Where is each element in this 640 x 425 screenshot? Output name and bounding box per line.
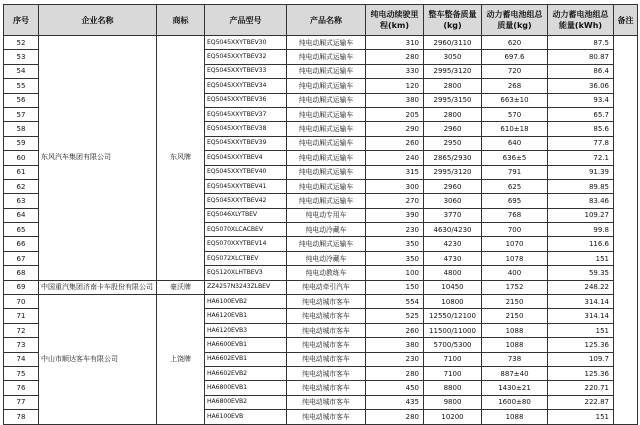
curb-mass: 2960 (424, 179, 482, 193)
battery-energy: 151 (548, 251, 614, 265)
row-number: 73 (4, 338, 39, 352)
battery-mass: 1430±21 (482, 381, 548, 395)
row-number: 75 (4, 366, 39, 380)
curb-mass: 4630/4230 (424, 223, 482, 237)
product-model: EQ5072XLCTBEV (205, 251, 287, 265)
battery-energy: 83.46 (548, 194, 614, 208)
row-number: 64 (4, 208, 39, 222)
product-model: EQ5045XXYTBEV32 (205, 50, 287, 64)
product-model: EQ5070XXYTBEV14 (205, 237, 287, 251)
curb-mass: 10200 (424, 410, 482, 424)
driving-range: 330 (366, 64, 424, 78)
battery-energy: 91.39 (548, 165, 614, 179)
battery-mass: 697.6 (482, 50, 548, 64)
brand-name: 东风牌 (157, 36, 205, 281)
driving-range: 270 (366, 194, 424, 208)
driving-range: 450 (366, 381, 424, 395)
battery-mass: 720 (482, 64, 548, 78)
product-model: HA6100EVB2 (205, 295, 287, 309)
product-model: EQ5045XXYTBEV33 (205, 64, 287, 78)
battery-mass: 570 (482, 107, 548, 121)
battery-mass: 636±5 (482, 151, 548, 165)
battery-mass: 610±18 (482, 122, 548, 136)
product-model: EQ5045XXYTBEV41 (205, 179, 287, 193)
curb-mass: 2960/3110 (424, 36, 482, 50)
battery-mass: 791 (482, 165, 548, 179)
driving-range: 240 (366, 151, 424, 165)
curb-mass: 4230 (424, 237, 482, 251)
curb-mass: 2995/3120 (424, 165, 482, 179)
battery-energy: 222.87 (548, 395, 614, 409)
driving-range: 525 (366, 309, 424, 323)
row-number: 61 (4, 165, 39, 179)
battery-energy: 314.14 (548, 309, 614, 323)
driving-range: 150 (366, 280, 424, 294)
battery-energy: 85.6 (548, 122, 614, 136)
row-number: 59 (4, 136, 39, 150)
battery-mass: 738 (482, 352, 548, 366)
product-name: 纯电动厢式运输车 (287, 136, 366, 150)
battery-mass: 695 (482, 194, 548, 208)
battery-energy: 77.8 (548, 136, 614, 150)
table-body (4, 36, 638, 425)
table-row (4, 280, 638, 294)
product-model: EQ5120XLHTBEV3 (205, 266, 287, 280)
curb-mass: 2960 (424, 122, 482, 136)
battery-mass: 1078 (482, 251, 548, 265)
battery-mass: 1070 (482, 237, 548, 251)
product-model: HA6120EVB1 (205, 309, 287, 323)
product-name: 纯电动城市客车 (287, 295, 366, 309)
brand-name: 上饶牌 (157, 295, 205, 425)
battery-mass: 625 (482, 179, 548, 193)
product-name: 纯电动厢式运输车 (287, 151, 366, 165)
battery-mass: 1752 (482, 280, 548, 294)
battery-energy: 89.85 (548, 179, 614, 193)
product-name: 纯电动牵引汽车 (287, 280, 366, 294)
battery-mass: 1088 (482, 323, 548, 337)
curb-mass: 12550/12100 (424, 309, 482, 323)
product-model: HA6120EVB3 (205, 323, 287, 337)
battery-energy: 93.4 (548, 93, 614, 107)
col-header-battery-mass: 动力蓄电池组总质量(kg) (482, 5, 548, 36)
col-header-remarks: 备注 (614, 5, 638, 36)
curb-mass: 4730 (424, 251, 482, 265)
curb-mass: 11500/11000 (424, 323, 482, 337)
row-number: 65 (4, 223, 39, 237)
battery-mass: 1088 (482, 338, 548, 352)
product-name: 纯电动厢式运输车 (287, 36, 366, 50)
curb-mass: 2800 (424, 107, 482, 121)
driving-range: 280 (366, 366, 424, 380)
curb-mass: 4800 (424, 266, 482, 280)
product-name: 纯电动厢式运输车 (287, 107, 366, 121)
row-number: 66 (4, 237, 39, 251)
col-header-product: 产品名称 (287, 5, 366, 36)
row-number: 71 (4, 309, 39, 323)
driving-range: 435 (366, 395, 424, 409)
driving-range: 350 (366, 237, 424, 251)
curb-mass: 7100 (424, 366, 482, 380)
col-header-battery-energy: 动力蓄电池组总能量(kWh) (548, 5, 614, 36)
product-name: 纯电动城市客车 (287, 309, 366, 323)
product-name: 纯电动城市客车 (287, 323, 366, 337)
row-number: 52 (4, 36, 39, 50)
battery-energy: 80.87 (548, 50, 614, 64)
curb-mass: 7100 (424, 352, 482, 366)
product-model: EQ5045XXYTBEV38 (205, 122, 287, 136)
curb-mass: 2950 (424, 136, 482, 150)
table-row (4, 36, 638, 50)
product-model: EQ5046XLYTBEV (205, 208, 287, 222)
battery-mass: 768 (482, 208, 548, 222)
battery-mass: 663±10 (482, 93, 548, 107)
product-name: 纯电动城市客车 (287, 366, 366, 380)
driving-range: 260 (366, 136, 424, 150)
row-number: 78 (4, 410, 39, 424)
product-name: 纯电动城市客车 (287, 410, 366, 424)
col-header-no: 序号 (4, 5, 39, 36)
company-name: 东风汽车集团有限公司 (39, 36, 157, 281)
battery-mass: 887±40 (482, 366, 548, 380)
row-number: 54 (4, 64, 39, 78)
battery-energy: 125.36 (548, 366, 614, 380)
brand-name: 豪沃牌 (157, 280, 205, 294)
product-model: HA6800EVB2 (205, 395, 287, 409)
battery-energy: 220.71 (548, 381, 614, 395)
product-model: HA6600EVB1 (205, 338, 287, 352)
driving-range: 390 (366, 208, 424, 222)
curb-mass: 10450 (424, 280, 482, 294)
curb-mass: 3770 (424, 208, 482, 222)
product-name: 纯电动城市客车 (287, 338, 366, 352)
row-number: 63 (4, 194, 39, 208)
col-header-brand: 商标 (157, 5, 205, 36)
product-model: EQ5070XLCACBEV (205, 223, 287, 237)
product-name: 纯电动冷藏车 (287, 223, 366, 237)
row-number: 62 (4, 179, 39, 193)
col-header-range: 纯电动续驶里程(km) (366, 5, 424, 36)
battery-energy: 99.8 (548, 223, 614, 237)
driving-range: 350 (366, 251, 424, 265)
curb-mass: 3050 (424, 50, 482, 64)
row-number: 77 (4, 395, 39, 409)
driving-range: 230 (366, 352, 424, 366)
battery-energy: 109.27 (548, 208, 614, 222)
row-number: 70 (4, 295, 39, 309)
col-header-company: 企业名称 (39, 5, 157, 36)
battery-mass: 2150 (482, 309, 548, 323)
curb-mass: 8800 (424, 381, 482, 395)
row-number: 56 (4, 93, 39, 107)
battery-energy: 151 (548, 323, 614, 337)
company-name: 中国重汽集团济南卡车股份有限公司 (39, 280, 157, 294)
row-number: 67 (4, 251, 39, 265)
product-name: 纯电动厢式运输车 (287, 165, 366, 179)
table-row (4, 295, 638, 309)
product-model: EQ5045XXYTBEV30 (205, 36, 287, 50)
driving-range: 205 (366, 107, 424, 121)
battery-mass: 2150 (482, 295, 548, 309)
driving-range: 280 (366, 50, 424, 64)
driving-range: 230 (366, 223, 424, 237)
product-model: HA6602EVB1 (205, 352, 287, 366)
row-number: 68 (4, 266, 39, 280)
row-number: 57 (4, 107, 39, 121)
driving-range: 300 (366, 179, 424, 193)
driving-range: 310 (366, 36, 424, 50)
battery-energy: 86.4 (548, 64, 614, 78)
driving-range: 290 (366, 122, 424, 136)
driving-range: 554 (366, 295, 424, 309)
product-model: EQ5045XXYTBEV37 (205, 107, 287, 121)
row-number: 53 (4, 50, 39, 64)
battery-energy: 87.5 (548, 36, 614, 50)
row-number: 69 (4, 280, 39, 294)
curb-mass: 2995/3120 (424, 64, 482, 78)
remarks-cell (614, 36, 638, 425)
product-name: 纯电动城市客车 (287, 381, 366, 395)
driving-range: 260 (366, 323, 424, 337)
battery-energy: 59.35 (548, 266, 614, 280)
product-name: 纯电动城市客车 (287, 352, 366, 366)
row-number: 74 (4, 352, 39, 366)
product-name: 纯电动厢式运输车 (287, 122, 366, 136)
curb-mass: 9800 (424, 395, 482, 409)
driving-range: 315 (366, 165, 424, 179)
curb-mass: 5700/5300 (424, 338, 482, 352)
product-name: 纯电动厢式运输车 (287, 237, 366, 251)
col-header-curb-mass: 整车整备质量(kg) (424, 5, 482, 36)
curb-mass: 3060 (424, 194, 482, 208)
driving-range: 280 (366, 410, 424, 424)
battery-energy: 314.14 (548, 295, 614, 309)
battery-energy: 248.22 (548, 280, 614, 294)
product-name: 纯电动厢式运输车 (287, 50, 366, 64)
product-model: EQ5045XXYTBEV4 (205, 151, 287, 165)
col-header-model: 产品型号 (205, 5, 287, 36)
product-name: 纯电动教练车 (287, 266, 366, 280)
product-name: 纯电动厢式运输车 (287, 64, 366, 78)
curb-mass: 2800 (424, 79, 482, 93)
driving-range: 100 (366, 266, 424, 280)
curb-mass: 2865/2930 (424, 151, 482, 165)
battery-energy: 116.6 (548, 237, 614, 251)
product-name: 纯电动厢式运输车 (287, 179, 366, 193)
product-model: EQ5045XXYTBEV42 (205, 194, 287, 208)
battery-mass: 620 (482, 36, 548, 50)
header-row (4, 5, 638, 36)
product-model: EQ5045XXYTBEV36 (205, 93, 287, 107)
row-number: 55 (4, 79, 39, 93)
product-model: EQ5045XXYTBEV40 (205, 165, 287, 179)
product-model: ZZ4257N3243ZLBEV (205, 280, 287, 294)
battery-mass: 700 (482, 223, 548, 237)
battery-mass: 400 (482, 266, 548, 280)
product-model: HA6602EVB2 (205, 366, 287, 380)
product-model: HA6100EVB (205, 410, 287, 424)
driving-range: 380 (366, 338, 424, 352)
product-name: 纯电动专用车 (287, 208, 366, 222)
product-name: 纯电动冷藏车 (287, 251, 366, 265)
curb-mass: 10800 (424, 295, 482, 309)
battery-mass: 1088 (482, 410, 548, 424)
row-number: 60 (4, 151, 39, 165)
driving-range: 120 (366, 79, 424, 93)
vehicle-catalog-table (3, 4, 638, 425)
battery-mass: 640 (482, 136, 548, 150)
product-name: 纯电动城市客车 (287, 395, 366, 409)
curb-mass: 2995/3150 (424, 93, 482, 107)
row-number: 76 (4, 381, 39, 395)
product-name: 纯电动厢式运输车 (287, 79, 366, 93)
driving-range: 380 (366, 93, 424, 107)
company-name: 中山市顺达客车有限公司 (39, 295, 157, 425)
battery-energy: 151 (548, 410, 614, 424)
battery-energy: 109.7 (548, 352, 614, 366)
row-number: 58 (4, 122, 39, 136)
battery-energy: 125.36 (548, 338, 614, 352)
product-name: 纯电动厢式运输车 (287, 194, 366, 208)
product-model: EQ5045XXYTBEV39 (205, 136, 287, 150)
battery-energy: 65.7 (548, 107, 614, 121)
product-model: HA6800EVB1 (205, 381, 287, 395)
battery-energy: 36.06 (548, 79, 614, 93)
product-model: EQ5045XXYTBEV34 (205, 79, 287, 93)
battery-energy: 72.1 (548, 151, 614, 165)
battery-mass: 1600±80 (482, 395, 548, 409)
product-name: 纯电动厢式运输车 (287, 93, 366, 107)
row-number: 72 (4, 323, 39, 337)
battery-mass: 268 (482, 79, 548, 93)
